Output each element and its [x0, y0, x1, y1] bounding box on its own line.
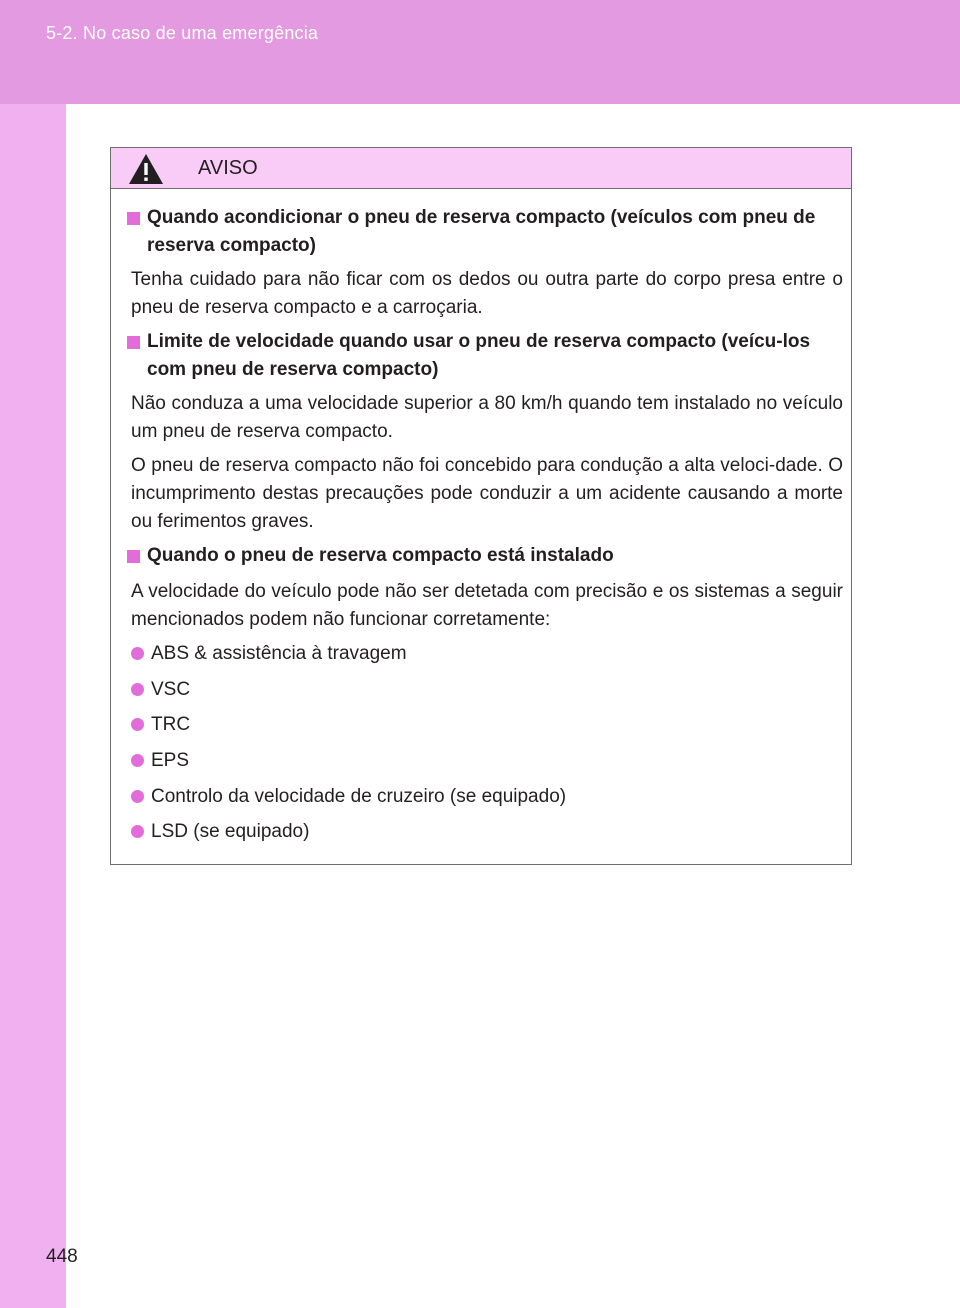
round-bullet-icon	[131, 754, 144, 767]
section-heading: Quando acondicionar o pneu de reserva compacto (veículos com pneu de reserva compacto)	[135, 204, 843, 260]
square-bullet-icon	[127, 550, 140, 563]
section-heading: Limite de velocidade quando usar o pneu de reserva compacto (veícu-los com pneu de reserva compacto)	[135, 328, 843, 384]
list-item: ABS & assistência à travagem	[131, 640, 831, 668]
list-item: TRC	[131, 711, 831, 739]
paragraph: Tenha cuidado para não ficar com os dedos ou outra parte do corpo presa entre o pneu de reserva compacto e a carroçaria.	[131, 269, 843, 318]
square-bullet-icon	[127, 212, 140, 225]
round-bullet-icon	[131, 718, 144, 731]
section-title: 5-2. No caso de uma emergência	[46, 23, 319, 43]
round-bullet-icon	[131, 683, 144, 696]
list-item: LSD (se equipado)	[131, 818, 831, 846]
paragraph: Não conduza a uma velocidade superior a 80 km/h quando tem instalado no veículo um pneu de reserva compacto.	[131, 393, 843, 442]
paragraph: O pneu de reserva compacto não foi concebido para condução a alta veloci-dade. O incumprimento destas precauções pode conduzir a um acidente causando a morte ou ferimentos graves.	[131, 455, 843, 532]
list-item: Controlo da velocidade de cruzeiro (se equipado)	[131, 783, 831, 811]
warning-header	[111, 148, 851, 189]
page-number: 448	[46, 1246, 78, 1267]
round-bullet-icon	[131, 790, 144, 803]
warning-title: AVISO	[198, 157, 258, 179]
round-bullet-icon	[131, 825, 144, 838]
side-strip	[0, 104, 66, 1308]
section-heading: Quando o pneu de reserva compacto está instalado	[135, 542, 843, 570]
round-bullet-icon	[131, 647, 144, 660]
list-item: VSC	[131, 676, 831, 704]
page-header	[0, 0, 960, 104]
square-bullet-icon	[127, 336, 140, 349]
paragraph: A velocidade do veículo pode não ser detetada com precisão e os sistemas a seguir mencionados podem não funcionar corretamente:	[131, 581, 843, 630]
list-item: EPS	[131, 747, 831, 775]
warning-box	[110, 147, 852, 865]
warning-triangle-icon	[128, 153, 164, 185]
